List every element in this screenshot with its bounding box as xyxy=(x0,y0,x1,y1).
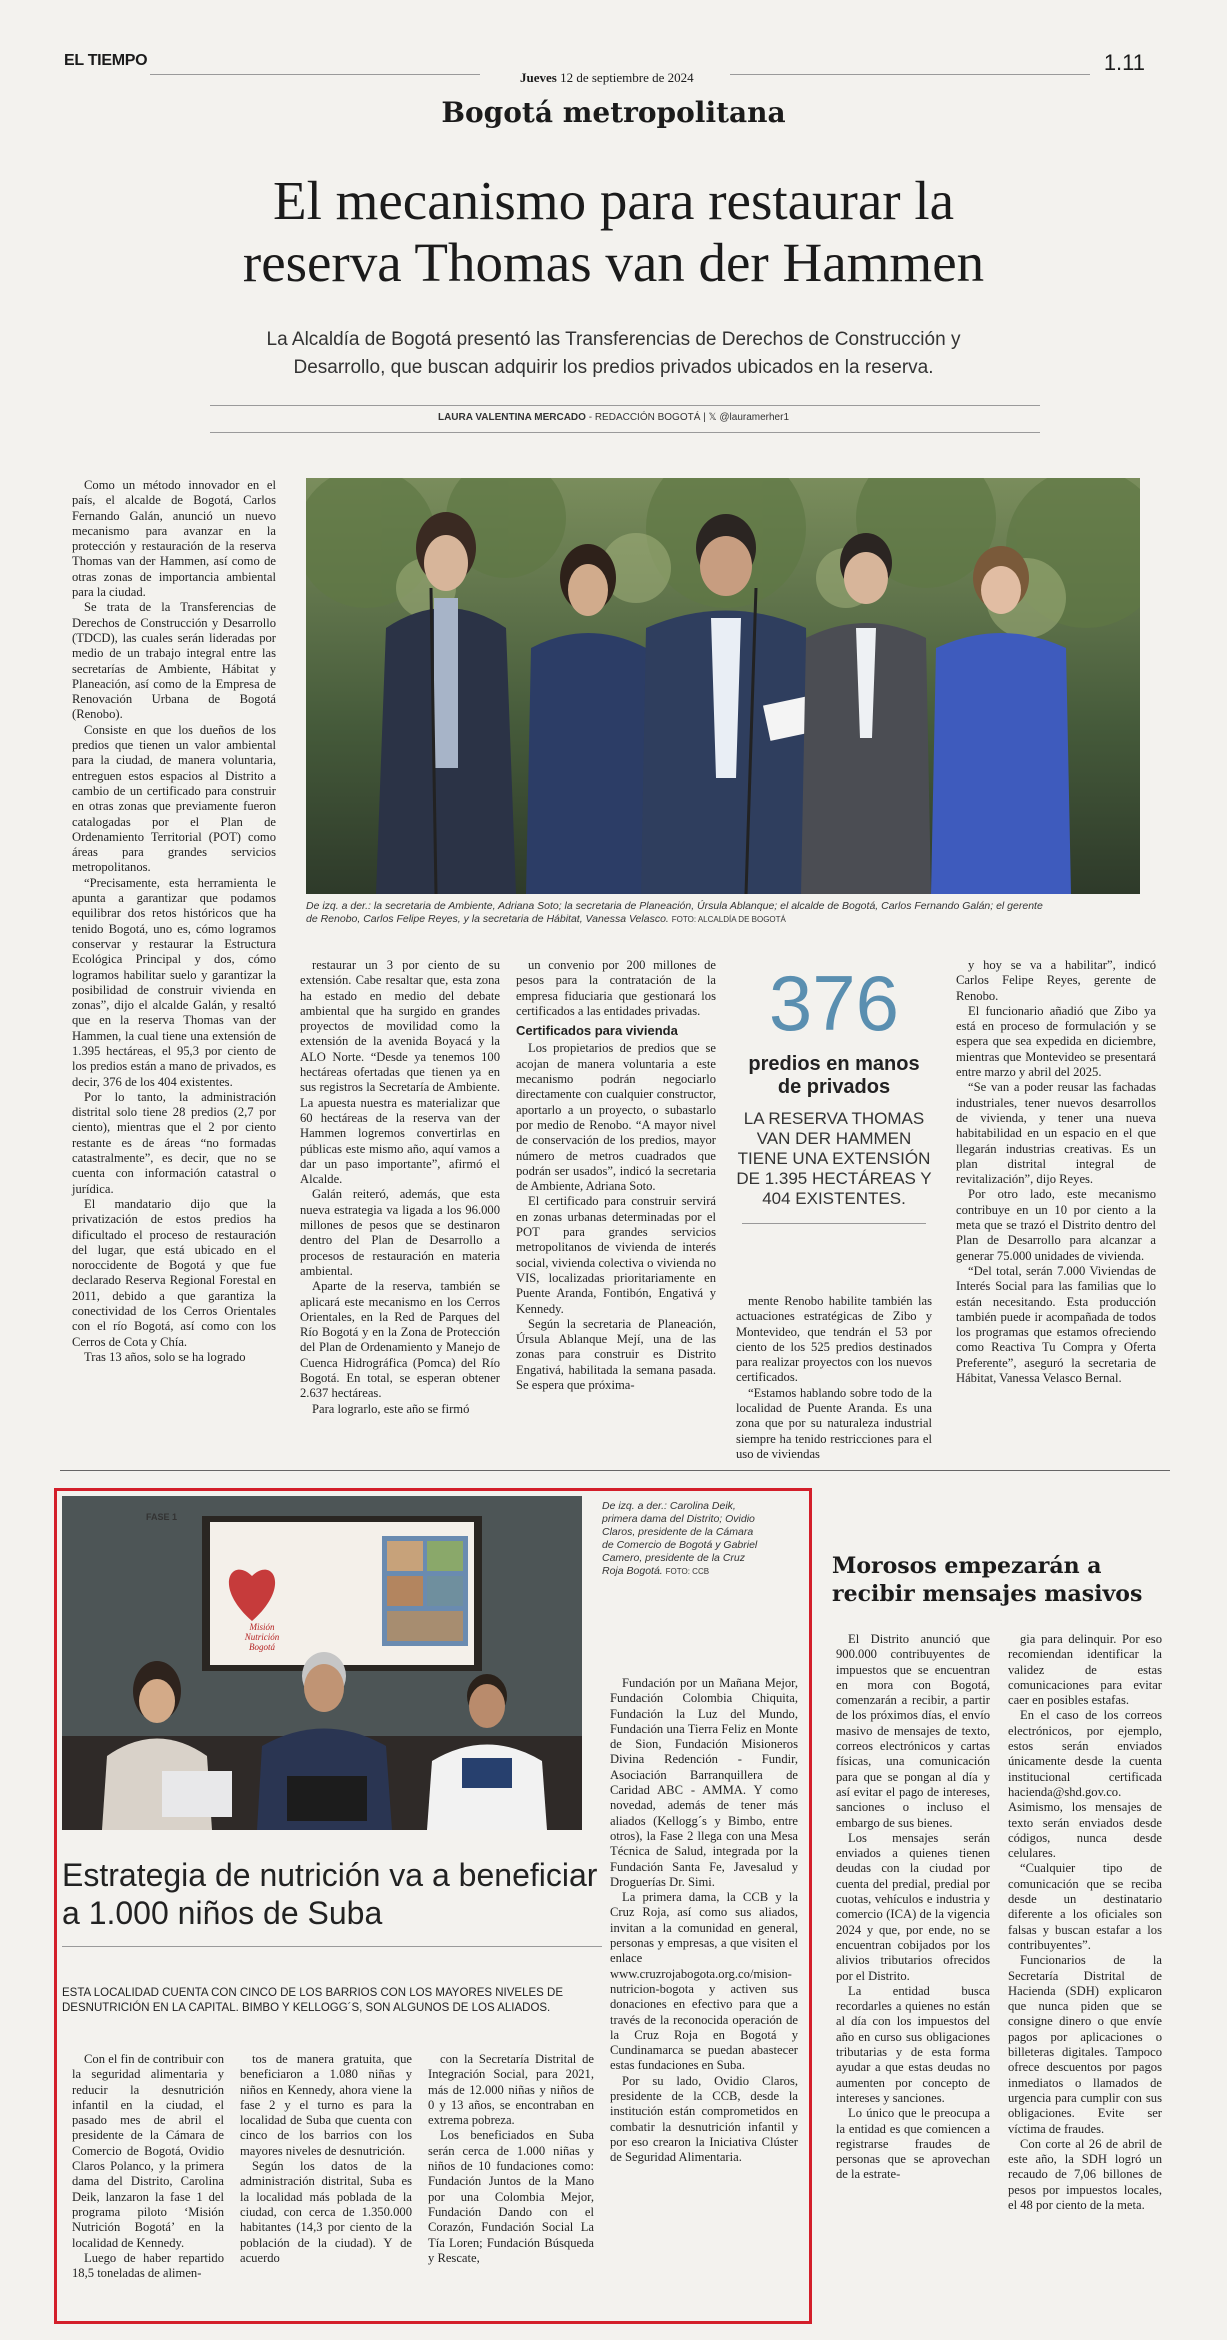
nutrition-photo-caption xyxy=(602,1500,760,1578)
byline-rule xyxy=(210,432,1040,433)
main-col-2 xyxy=(300,958,500,1417)
morosos-col-2 xyxy=(1008,1632,1162,2213)
paragraph: tos de manera gratuita, que beneficiaron a 1.080 niñas y niños en Kennedy, ahora viene la fase 2 y el turno es para la localidad de Suba que cuenta con cinco de los barrios con los mayores niveles de desnutrición. xyxy=(240,2052,412,2158)
nutrition-photo-caption-text: De izq. a der.: Carolina Deik, primera dama del Distrito; Ovidio Claros, presidente de la Cámara de Comercio de Bogotá y Gabriel Camero, presidente de la Cruz Roja Bogotá. xyxy=(602,1500,758,1577)
date-rest: 12 de septiembre de 2024 xyxy=(560,70,694,85)
nutrition-col-1 xyxy=(72,2052,224,2281)
paragraph: El mandatario dijo que la privatización de estos predios ha dificultado el proceso de restauración del lugar, que está ubicado en el noroccidente de Bogotá y que fue declarado Reserva Regional Forestal en 2011, debido a que garantiza la conectividad de los Cerros Orientales con el río Bogotá, así como con los Cerros de Cota y Chía. xyxy=(72,1196,276,1349)
deck-line-2: Desarrollo, que buscan adquirir los predios privados ubicados en la reserva. xyxy=(293,357,934,378)
headline-line-2: reserva Thomas van der Hammen xyxy=(242,232,985,293)
nutrition-col-2 xyxy=(240,2052,412,2266)
paragraph: “Cualquier tipo de comunicación que se reciba desde un destinatario diferente a los oficiales son falsas y buscan estafar a los contribuyentes”. xyxy=(1008,1861,1162,1952)
masthead-rule-left xyxy=(150,74,480,75)
deck-line-1: La Alcaldía de Bogotá presentó las Transferencias de Derechos de Construcción y xyxy=(266,329,961,350)
paragraph: El certificado para construir servirá en zonas urbanas determinadas por el POT para grandes servicios metropolitanos de vivienda de interés social, vivienda colectiva o vivienda no VIS, localizadas prioritariamente en Puente Aranda, Fontibón, Engativá y Kennedy. xyxy=(516,1194,716,1316)
paragraph: mente Renobo habilite también las actuaciones estratégicas de Zibo y Montevideo, que tendrán el 53 por ciento de los 525 predios destinados para realizar proyectos con los nuevos certificados. xyxy=(736,1294,932,1385)
paragraph: Por lo tanto, la administración distrital solo tiene 28 predios (2,7 por ciento), mientras que el 2 por ciento restante es de áreas “no formadas catastralmente”, es decir, que no se cuenta con información catastral o jurídica. xyxy=(72,1089,276,1196)
section-divider xyxy=(60,1470,1170,1471)
stat-box xyxy=(736,958,932,1224)
headline-line-1: El mecanismo para restaurar la xyxy=(272,170,955,231)
paragraph: Por su lado, Ovidio Claros, presidente de la CCB, desde la institución están comprometidos en combatir la desnutrición infantil y por eso crearon la Iniciativa Clúster de Seguridad Alimentaria. xyxy=(610,2073,798,2165)
paragraph: Según los datos de la administración distrital, Suba es la localidad más poblada de la ciudad, con cerca de 1.350.000 habitantes (14,3 por ciento de la población de la ciudad). Y de acuerdo xyxy=(240,2159,412,2265)
nutrition-headline-rule xyxy=(62,1946,602,1947)
paragraph: y hoy se va a habilitar”, indicó Carlos Felipe Reyes, gerente de Renobo. xyxy=(956,958,1156,1003)
masthead-rule-right xyxy=(730,74,1090,75)
paragraph: Los beneficiados en Suba serán cerca de 1.000 niñas y niños de 10 fundaciones como: Fundación Juntos de la Mano por una Colombia Mejor, Fundación Dando con el Corazón, Fundación Social La Tía Loren; Fundación Búsqueda y Rescate, xyxy=(428,2128,594,2265)
paragraph: “Precisamente, esta herramienta le apunta a garantizar que podamos equilibrar dos retos históricos que ha tenido Bogotá, uno es, cómo logramos conservar y restaurar la Estructura Ecológica Principal y dos, cómo logramos habilitar suelo y garantizar la posibilidad de construir vivienda en zonas”, dijo el alcalde Galán, y resaltó que en la reserva Thomas van der Hammen, la cual tiene una extensión de 1.395 hectáreas, el 95,3 por ciento de los predios están a mano de privados, es decir, 376 de los 404 existentes. xyxy=(72,875,276,1089)
paragraph: Funcionarios de la Secretaría Distrital de Hacienda (SDH) explicaron que nunca piden que se consigne dinero o que envíe pagos por aplicaciones o billeteras digitales. Tampoco ofrece descuentos por pagos inmediatos o llamados de urgencia para cumplir con sus obligaciones. Evite ser víctima de fraudes. xyxy=(1008,1953,1162,2136)
paragraph: El funcionario añadió que Zibo ya está en proceso de formulación y se espera que sea expedida en diciembre, mientras que Montevideo se presentará entre marzo y abril del 2025. xyxy=(956,1003,1156,1080)
newspaper-brand: EL TIEMPO xyxy=(64,52,148,69)
screen-logo xyxy=(232,1622,292,1652)
paragraph: Tras 13 años, solo se ha logrado xyxy=(84,1349,246,1364)
paragraph: Por otro lado, este mecanismo contribuye en un 10 por ciento a la meta que se trazó el Distrito dentro del Plan de Desarrollo para alcanzar a generar 75.000 unidades de vivienda. xyxy=(956,1187,1156,1263)
main-col-5 xyxy=(956,958,1156,1386)
paragraph: Aparte de la reserva, también se aplicará este mecanismo en los Cerros Orientales, en la Red de Parques del Río Bogotá y en la Zona de Protección del Plan de Ordenamiento y Manejo de Cuenca Hidrográfica (Pomca) del Río Bogotá. En total, se esperan obtener 2.637 hectáreas. xyxy=(300,1279,500,1401)
section-title: Bogotá metropolitana xyxy=(441,96,786,129)
subhead-certificados: Certificados para vivienda xyxy=(516,1023,678,1039)
nutrition-col-4 xyxy=(610,1676,798,2166)
morosos-headline: Morosos empezarán a recibir mensajes masivos xyxy=(832,1553,1143,1607)
paragraph: un convenio por 200 millones de pesos para la contratación de la empresa fiduciaria que gestionará los certificados a las entidades privadas. xyxy=(516,958,716,1018)
publication-date xyxy=(520,70,694,86)
main-col-1 xyxy=(72,478,276,1365)
screen-logo-line-2: Nutrición xyxy=(244,1632,280,1642)
deck-rule xyxy=(210,405,1040,406)
byline-desk: - REDACCIÓN BOGOTÁ xyxy=(585,412,701,423)
paragraph: Consiste en que los dueños de los predios que tienen un valor ambiental para la ciudad, de manera voluntaria, entreguen estos espacios al Distrito a cambio de un certificado para construir en otras zonas que previamente fueron catalogadas por el Plan de Ordenamiento Territorial (POT) como áreas para grandes servicios metropolitanos. xyxy=(72,722,276,875)
paragraph: La entidad busca recordarles a quienes no están al día con los impuestos del año en curso sus obligaciones tributarias y de esta forma ayudar a que estas deudas no aumenten por concepto de intereses y sanciones. xyxy=(836,1983,990,2105)
paragraph: Los mensajes serán enviados a quienes tienen deudas con la ciudad por cuenta del predial, predial por cuotas, vehículos e industria y comercio (ICA) de la vigencia 2024 y que, por ende, no se encuentran cobijados por los alivios tributarios ofrecidos por el Distrito. xyxy=(836,1830,990,1983)
main-photo-caption xyxy=(306,900,1046,926)
paragraph: Para lograrlo, este año se firmó xyxy=(312,1401,470,1416)
byline-social: 𝕏 @lauramerher1 xyxy=(708,412,790,423)
stat-description: LA RESERVA THOMAS VAN DER HAMMEN TIENE UNA EXTENSIÓN DE 1.395 HECTÁREAS Y 404 EXISTENTES. xyxy=(736,1109,932,1208)
stat-rule xyxy=(742,1223,926,1224)
byline: LAURA VALENTINA MERCADO - REDACCIÓN BOGOTÁ | 𝕏 @lauramerher1 xyxy=(437,412,790,423)
paragraph: “Estamos hablando sobre todo de la localidad de Puente Aranda. Es una zona que por su naturaleza industrial siempre ha tenido restricciones para el uso de viviendas xyxy=(736,1385,932,1461)
paragraph: El Distrito anunció que 900.000 contribuyentes de impuestos que se encuentran en mora con Bogotá, comenzarán a recibir, a partir de los próximos días, el envío masivo de mensajes de texto, correos electrónicos y cartas físicas, una comunicación para que se pongan al día y así evitar el pago de intereses, sanciones o incluso el embargo de sus bienes. xyxy=(836,1632,990,1830)
stat-label: predios en manos de privados xyxy=(748,1053,920,1098)
nutrition-headline: Estrategia de nutrición va a beneficiar a 1.000 niños de Suba xyxy=(62,1857,598,1931)
paragraph: Según la secretaria de Planeación, Úrsula Ablanque Mejí, una de las zonas para construir es Distrito Engativá, habilitada la semana pasada. Se espera que próxima- xyxy=(516,1316,716,1393)
paragraph: Fundación por un Mañana Mejor, Fundación Colombia Chiquita, Fundación la Luz del Mundo, Fundación una Tierra Feliz en Monte de Sion, Fundación Misioneros Divina Redención - Fundir, Asociación Barranquillera de Caridad ABC - AMMA. Y como novedad, además de tener más aliados (Kellogg´s y Bimbo, entre otros), la Fase 2 llega con una Mesa Técnica de Salud, integrada por la Fundación Santa Fe, Javesalud y Droguerías Dr. Simi. xyxy=(610,1676,798,1889)
main-photo-credit: FOTO: ALCALDÍA DE BOGOTÁ xyxy=(671,915,786,924)
paragraph: Se trata de la Transferencias de Derechos de Construcción y Desarrollo (TDCD), las cuales serán lideradas por medio de un trabajo integral entre las secretarías de Ambiente, Hábitat y Planeación, así como de la Empresa de Renovación Urbana de Bogotá (Renobo). xyxy=(72,600,276,722)
main-col-4 xyxy=(736,1294,932,1462)
screen-logo-line-1: Misión xyxy=(249,1622,275,1632)
paragraph: Los propietarios de predios que se acojan de manera voluntaria a este mecanismo podrán negociarlo directamente con cualquier constructor, aportarlo a un proyecto, o subastarlo por medio de Renobo. “A mayor nivel de conservación de los predios, mayor número de metros cuadrados que podrán ser usados”, indicó la secretaria de Ambiente, Adriana Soto. xyxy=(516,1041,716,1194)
paragraph: Lo único que le preocupa a la entidad es que comiencen a registrarse fraudes de personas que se aprovechan de la estrate- xyxy=(836,2106,990,2182)
screen-phase-label: FASE 1 xyxy=(146,1512,178,1522)
screen-logo-line-3: Bogotá xyxy=(249,1642,275,1652)
paragraph: Con el fin de contribuir con la seguridad alimentaria y reducir la desnutrición infantil en la ciudad, el pasado mes de abril el presidente de la Cámara de Comercio de Bogotá, Ovidio Claros Polanco, y la primera dama del Distrito, Carolina Deik, lanzaron la fase 1 del programa piloto ‘Misión Nutrición Bogotá’ en la localidad de Kennedy. xyxy=(72,2052,224,2250)
paragraph: Con corte al 26 de abril de este año, la SDH logró un recaudo de 7,06 billones de pesos por impuestos locales, el 48 por ciento de la meta. xyxy=(1008,2136,1162,2212)
nutrition-photo-credit: FOTO: CCB xyxy=(665,1567,710,1576)
paragraph: Luego de haber repartido 18,5 toneladas de alimen- xyxy=(72,2250,224,2281)
main-photo-caption-text: De izq. a der.: la secretaria de Ambiente, Adriana Soto; la secretaria de Planeación, Úrsula Ablanque; el alcalde de Bogotá, Carlos Fernando Galán; el gerente de Renobo, Carlos Felipe Reyes, y la secretaria de Hábitat, Vanessa Velasco. xyxy=(306,900,1043,925)
paragraph: “Se van a poder reusar las fachadas industriales, tener nuevos desarrollos de vivienda, y tener una nueva habitabilidad en un espacio en el que llegarán industrias creativas. Es un plan distrital integral de revitalización”, dijo Reyes. xyxy=(956,1080,1156,1187)
paragraph: restaurar un 3 por ciento de su extensión. Cabe resaltar que, esta zona ha estado en medio del debate ambiental que ha surgido en grandes proyectos de movilidad como la extensión de la avenida Boyacá y la ALO Norte. “Desde ya tenemos 100 hectáreas ofertadas que tienen ya en sus registros la Secretaría de Ambiente. La apuesta nuestra es materializar que 60 hectáreas de la reserva van der Hammen logremos convertirlas en públicas este mismo año, aquí vamos a dar un paso importante”, afirmó el Alcalde. xyxy=(300,958,500,1187)
nutrition-photo xyxy=(62,1496,582,1830)
paragraph: La primera dama, la CCB y la Cruz Roja, así como sus aliados, invitan a la comunidad en general, personas y empresas, a que visiten el enlace www.cruzrojabogota.org.co/mision-nutricion-bogota y activen sus donaciones en efectivo para que a través de la reconocida operación de la Cruz Roja en Bogotá y Cundinamarca se puedan abastecer estas fundaciones en Suba. xyxy=(610,1890,798,2073)
paragraph: con la Secretaría Distrital de Integración Social, para 2021, más de 12.000 niñas y niños de 0 y 13 años, se encontraban en extrema pobreza. xyxy=(428,2052,594,2128)
paragraph: En el caso de los correos electrónicos, por ejemplo, estos serán enviados únicamente desde la cuenta institucional certificada hacienda@shd.gov.co. Asimismo, los mensajes de texto serán enviados desde códigos, nunca desde celulares. xyxy=(1008,1708,1162,1861)
nutrition-col-3 xyxy=(428,2052,594,2266)
main-deck xyxy=(160,326,1067,382)
paragraph: “Del total, serán 7.000 Viviendas de Interés Social para las familias que lo están necesitando. Esta producción también puede ir acompañada de todos los programas que estamos ofreciendo como Reactiva Tu Compra y Oferta Preferente”, aseguró la secretaria de Hábitat, Vanessa Velasco Bernal. xyxy=(956,1263,1156,1386)
paragraph: gia para delinquir. Por eso recomiendan identificar la validez de estas comunicaciones para evitar caer en posibles estafas. xyxy=(1008,1632,1162,1708)
paragraph: Galán reiteró, además, que esta nueva estrategia va ligada a los 96.000 millones de pesos que se destinaron dentro del Plan de Desarrollo a procesos de restauración en materia ambiental. xyxy=(300,1187,500,1278)
paragraph: Como un método innovador en el país, el alcalde de Bogotá, Carlos Fernando Galán, anunció un nuevo mecanismo para avanzar en la protección y restauración de la reserva Thomas van der Hammen, así como de otras zonas de importancia ambiental para la ciudad. xyxy=(72,478,276,600)
byline-author: LAURA VALENTINA MERCADO xyxy=(437,412,586,423)
nutrition-kicker: ESTA LOCALIDAD CUENTA CON CINCO DE LOS BARRIOS CON LOS MAYORES NIVELES DE DESNUTRICIÓN EN LA CAPITAL. BIMBO Y KELLOGG´S, SON ALGUNOS DE LOS ALIADOS. xyxy=(62,1987,564,2014)
main-photo xyxy=(306,478,1140,894)
main-col-3 xyxy=(516,958,716,1393)
main-headline xyxy=(60,170,1167,294)
date-day: Jueves xyxy=(520,70,557,85)
page-number: 1.11 xyxy=(1103,50,1145,75)
stat-number: 376 xyxy=(768,959,900,1047)
morosos-col-1 xyxy=(836,1632,990,2183)
